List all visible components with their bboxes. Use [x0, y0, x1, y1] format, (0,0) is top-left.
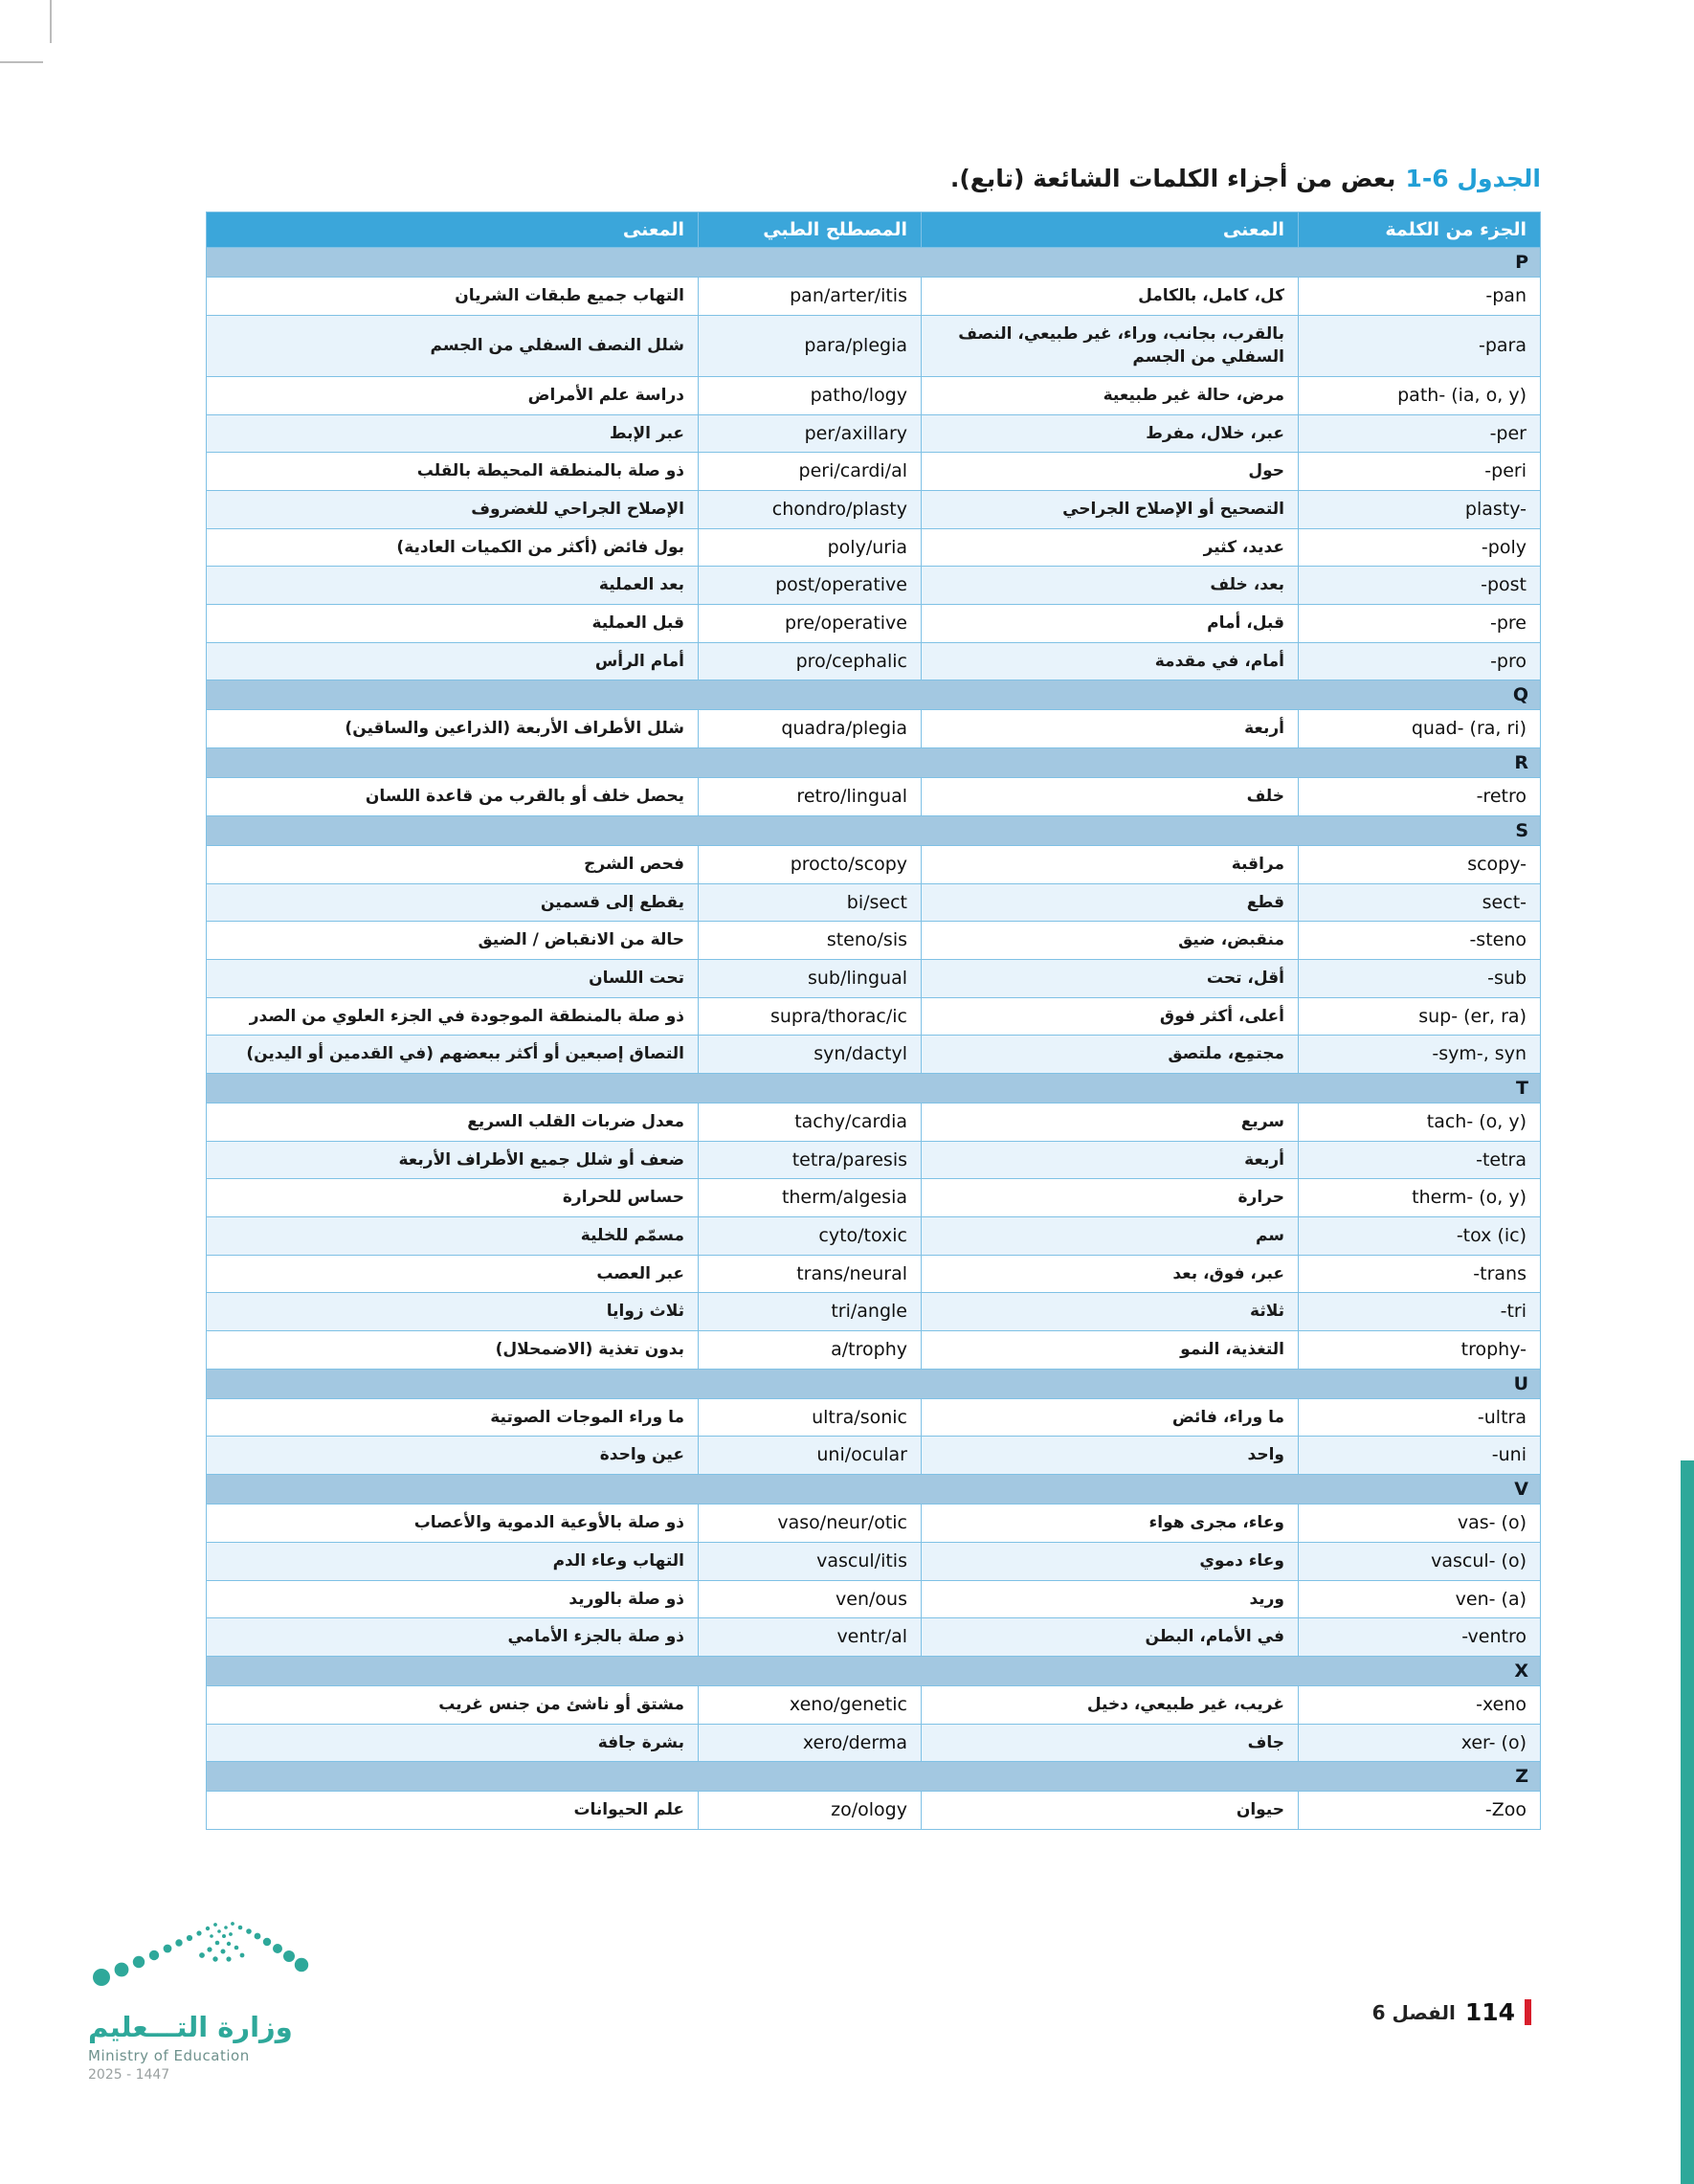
- cell-term-meaning: الإصلاح الجراحي للغضروف: [207, 491, 699, 529]
- cell-part-meaning: غريب، غير طبيعي، دخيل: [922, 1685, 1299, 1724]
- table-row: [207, 1685, 1541, 1724]
- cell-part-meaning: قطع: [922, 883, 1299, 922]
- section-letter: T: [207, 1073, 1541, 1103]
- cell-part-meaning: وريد: [922, 1580, 1299, 1618]
- table-row: [207, 528, 1541, 567]
- table-title-text: بعض من أجزاء الكلمات الشائعة (تابع).: [949, 165, 1396, 192]
- cell-part-meaning: جاف: [922, 1724, 1299, 1762]
- cell-part: -pre: [1299, 605, 1541, 643]
- cell-term-meaning: حساس للحرارة: [207, 1179, 699, 1217]
- table-row: [207, 376, 1541, 414]
- table-row: [207, 997, 1541, 1036]
- cell-part-meaning: واحد: [922, 1437, 1299, 1475]
- table-row: [207, 1504, 1541, 1543]
- cell-term: tri/angle: [699, 1293, 922, 1331]
- column-header: المعنى: [207, 212, 699, 248]
- ministry-logo-dots-icon: [88, 1905, 318, 2005]
- cell-part: sup- (er, ra): [1299, 997, 1541, 1036]
- cell-term: pre/operative: [699, 605, 922, 643]
- table-body: [207, 248, 1541, 1830]
- cell-term-meaning: يحصل خلف أو بالقرب من قاعدة اللسان: [207, 778, 699, 816]
- table-row: [207, 959, 1541, 997]
- cell-part: -uni: [1299, 1437, 1541, 1475]
- cell-term-meaning: يقطع إلى قسمين: [207, 883, 699, 922]
- table-row: [207, 1103, 1541, 1141]
- table-row: [207, 1542, 1541, 1580]
- table-row: [207, 1255, 1541, 1293]
- table-row: [207, 1724, 1541, 1762]
- page-number: 114: [1464, 1998, 1515, 2026]
- cell-part-meaning: منقبض، ضيق: [922, 922, 1299, 960]
- cell-part: sect-: [1299, 883, 1541, 922]
- cell-part: scopy-: [1299, 845, 1541, 883]
- cell-term-meaning: ذو صلة بالأوعية الدموية والأعصاب: [207, 1504, 699, 1543]
- cell-part-meaning: حيوان: [922, 1792, 1299, 1830]
- cell-part: -xeno: [1299, 1685, 1541, 1724]
- cell-term: chondro/plasty: [699, 491, 922, 529]
- cell-part-meaning: في الأمام، البطن: [922, 1618, 1299, 1657]
- cell-term-meaning: أمام الرأس: [207, 642, 699, 680]
- footer-red-bar-icon: [1525, 1999, 1531, 2025]
- table-row: [207, 1179, 1541, 1217]
- cell-term-meaning: التهاب وعاء الدم: [207, 1542, 699, 1580]
- cell-term-meaning: ذو صلة بالوريد: [207, 1580, 699, 1618]
- cell-part: -retro: [1299, 778, 1541, 816]
- cell-part-meaning: مراقبة: [922, 845, 1299, 883]
- cell-term: post/operative: [699, 567, 922, 605]
- cell-part: -ventro: [1299, 1618, 1541, 1657]
- table-row: [207, 1141, 1541, 1179]
- table-row: [207, 605, 1541, 643]
- section-letter: Z: [207, 1762, 1541, 1792]
- cell-term: ultra/sonic: [699, 1398, 922, 1437]
- cell-term-meaning: تحت اللسان: [207, 959, 699, 997]
- table-section: [207, 165, 1541, 1830]
- cell-part: -sym-, syn: [1299, 1036, 1541, 1074]
- cell-term: para/plegia: [699, 315, 922, 376]
- cell-part: vas- (o): [1299, 1504, 1541, 1543]
- section-row-R: [207, 748, 1541, 778]
- cell-part-meaning: أربعة: [922, 710, 1299, 748]
- table-row: [207, 710, 1541, 748]
- cell-term: trans/neural: [699, 1255, 922, 1293]
- cell-term-meaning: ما وراء الموجات الصوتية: [207, 1398, 699, 1437]
- cell-term: poly/uria: [699, 528, 922, 567]
- cell-part: -steno: [1299, 922, 1541, 960]
- table-row: [207, 567, 1541, 605]
- cell-term-meaning: دراسة علم الأمراض: [207, 376, 699, 414]
- section-letter: X: [207, 1656, 1541, 1685]
- cell-term-meaning: معدل ضربات القلب السريع: [207, 1103, 699, 1141]
- cell-part-meaning: وعاء، مجرى هواء: [922, 1504, 1299, 1543]
- cell-term-meaning: مشتق أو ناشئ من جنس غريب: [207, 1685, 699, 1724]
- cell-part: trophy-: [1299, 1331, 1541, 1370]
- cell-part-meaning: مجتمِع، ملتصق: [922, 1036, 1299, 1074]
- cell-term-meaning: بدون تغذية (الاضمحلال): [207, 1331, 699, 1370]
- page-footer: [1372, 1998, 1531, 2026]
- ministry-logo-years: 2025 - 1447: [88, 2067, 170, 2083]
- column-header: المصطلح الطبي: [699, 212, 922, 248]
- table-row: [207, 1293, 1541, 1331]
- cell-part-meaning: وعاء دموي: [922, 1542, 1299, 1580]
- cell-part-meaning: عبر، خلال، مفرط: [922, 414, 1299, 453]
- cell-part-meaning: عبر، فوق، بعد: [922, 1255, 1299, 1293]
- cell-part: -post: [1299, 567, 1541, 605]
- cell-term-meaning: فحص الشرج: [207, 845, 699, 883]
- table-row: [207, 1331, 1541, 1370]
- cell-term-meaning: عبر العصب: [207, 1255, 699, 1293]
- cell-term-meaning: عين واحدة: [207, 1437, 699, 1475]
- cell-part-meaning: ما وراء، فائض: [922, 1398, 1299, 1437]
- section-row-Z: [207, 1762, 1541, 1792]
- cell-term-meaning: بول فائض (أكثر من الكميات العادية): [207, 528, 699, 567]
- cell-term-meaning: التهاب جميع طبقات الشريان: [207, 278, 699, 316]
- cell-term: uni/ocular: [699, 1437, 922, 1475]
- cell-term-meaning: التصاق إصبعين أو أكثر ببعضهم (في القدمين أو اليدين): [207, 1036, 699, 1074]
- cell-part: -poly: [1299, 528, 1541, 567]
- cell-term-meaning: قبل العملية: [207, 605, 699, 643]
- section-row-T: [207, 1073, 1541, 1103]
- cell-part-meaning: بعد، خلف: [922, 567, 1299, 605]
- section-letter: S: [207, 815, 1541, 845]
- cell-part: ven- (a): [1299, 1580, 1541, 1618]
- table-row: [207, 778, 1541, 816]
- cell-part-meaning: عديد، كثير: [922, 528, 1299, 567]
- cell-part-meaning: حول: [922, 453, 1299, 491]
- cell-part-meaning: التغذية، النمو: [922, 1331, 1299, 1370]
- section-letter: Q: [207, 680, 1541, 710]
- cell-term: quadra/plegia: [699, 710, 922, 748]
- cell-part-meaning: سم: [922, 1217, 1299, 1256]
- cell-part: -tox (ic): [1299, 1217, 1541, 1256]
- table-row: [207, 1036, 1541, 1074]
- cell-term: tetra/paresis: [699, 1141, 922, 1179]
- cell-part: -ultra: [1299, 1398, 1541, 1437]
- ministry-logo-english: Ministry of Education: [88, 2047, 250, 2064]
- cell-term: vascul/itis: [699, 1542, 922, 1580]
- column-header: المعنى: [922, 212, 1299, 248]
- cell-term: supra/thorac/ic: [699, 997, 922, 1036]
- section-row-X: [207, 1656, 1541, 1685]
- cell-term: procto/scopy: [699, 845, 922, 883]
- table-number-label: الجدول 6-1: [1405, 165, 1541, 192]
- cell-part-meaning: سريع: [922, 1103, 1299, 1141]
- cell-part: -para: [1299, 315, 1541, 376]
- cell-term: a/trophy: [699, 1331, 922, 1370]
- cell-term: cyto/toxic: [699, 1217, 922, 1256]
- table-head-row: [207, 212, 1541, 248]
- section-row-V: [207, 1475, 1541, 1504]
- table-row: [207, 922, 1541, 960]
- cell-part: tach- (o, y): [1299, 1103, 1541, 1141]
- cell-part-meaning: مرض، حالة غير طبيعية: [922, 376, 1299, 414]
- section-letter: P: [207, 248, 1541, 278]
- cell-part: -peri: [1299, 453, 1541, 491]
- cell-part: quad- (ra, ri): [1299, 710, 1541, 748]
- ministry-of-education-logo: [88, 1905, 327, 2083]
- cell-term-meaning: بعد العملية: [207, 567, 699, 605]
- cell-part: -trans: [1299, 1255, 1541, 1293]
- section-row-U: [207, 1369, 1541, 1398]
- cell-term-meaning: ثلاث زوايا: [207, 1293, 699, 1331]
- section-row-P: [207, 248, 1541, 278]
- cell-part-meaning: خلف: [922, 778, 1299, 816]
- cell-term: syn/dactyl: [699, 1036, 922, 1074]
- cell-term-meaning: عبر الإبط: [207, 414, 699, 453]
- table-row: [207, 1618, 1541, 1657]
- crop-mark-horizontal: [0, 61, 43, 63]
- cell-term: patho/logy: [699, 376, 922, 414]
- table-row: [207, 845, 1541, 883]
- cell-term: xeno/genetic: [699, 1685, 922, 1724]
- cell-part: -tetra: [1299, 1141, 1541, 1179]
- ministry-logo-wordmark: وزارة التـــعليم: [88, 2011, 293, 2043]
- cell-term: xero/derma: [699, 1724, 922, 1762]
- crop-mark-vertical: [50, 0, 52, 43]
- cell-term: per/axillary: [699, 414, 922, 453]
- cell-term-meaning: ذو صلة بالمنطقة الموجودة في الجزء العلوي من الصدر: [207, 997, 699, 1036]
- cell-part-meaning: كل، كامل، بالكامل: [922, 278, 1299, 316]
- cell-part-meaning: أعلى، أكثر فوق: [922, 997, 1299, 1036]
- cell-part: -tri: [1299, 1293, 1541, 1331]
- cell-part: -pan: [1299, 278, 1541, 316]
- cell-term: sub/lingual: [699, 959, 922, 997]
- cell-term-meaning: مسمّم للخلية: [207, 1217, 699, 1256]
- cell-term: pan/arter/itis: [699, 278, 922, 316]
- cell-part: -sub: [1299, 959, 1541, 997]
- cell-part: vascul- (o): [1299, 1542, 1541, 1580]
- cell-part: therm- (o, y): [1299, 1179, 1541, 1217]
- cell-term: ven/ous: [699, 1580, 922, 1618]
- table-row: [207, 1580, 1541, 1618]
- cell-term: pro/cephalic: [699, 642, 922, 680]
- cell-term: therm/algesia: [699, 1179, 922, 1217]
- section-letter: U: [207, 1369, 1541, 1398]
- cell-part: path- (ia, o, y): [1299, 376, 1541, 414]
- table-row: [207, 278, 1541, 316]
- cell-part: xer- (o): [1299, 1724, 1541, 1762]
- cell-part-meaning: بالقرب، بجانب، وراء، غير طبيعي، النصف السفلي من الجسم: [922, 315, 1299, 376]
- cell-term: peri/cardi/al: [699, 453, 922, 491]
- cell-term-meaning: شلل النصف السفلي من الجسم: [207, 315, 699, 376]
- cell-term: ventr/al: [699, 1618, 922, 1657]
- page-edge-accent-bar: [1681, 1460, 1694, 2184]
- column-header: الجزء من الكلمة: [1299, 212, 1541, 248]
- cell-term-meaning: ذو صلة بالمنطقة المحيطة بالقلب: [207, 453, 699, 491]
- section-row-Q: [207, 680, 1541, 710]
- cell-term-meaning: ذو صلة بالجزء الأمامي: [207, 1618, 699, 1657]
- table-row: [207, 1217, 1541, 1256]
- cell-term: retro/lingual: [699, 778, 922, 816]
- cell-part-meaning: حرارة: [922, 1179, 1299, 1217]
- table-row: [207, 883, 1541, 922]
- table-row: [207, 1792, 1541, 1830]
- table-row: [207, 414, 1541, 453]
- table-row: [207, 1437, 1541, 1475]
- table-row: [207, 642, 1541, 680]
- cell-part: -pro: [1299, 642, 1541, 680]
- word-parts-table: [206, 212, 1541, 1830]
- cell-part: -per: [1299, 414, 1541, 453]
- cell-part: -Zoo: [1299, 1792, 1541, 1830]
- table-row: [207, 1398, 1541, 1437]
- cell-term-meaning: حالة من الانقباض / الضيق: [207, 922, 699, 960]
- cell-part-meaning: التصحيح أو الإصلاح الجراحي: [922, 491, 1299, 529]
- cell-term: zo/ology: [699, 1792, 922, 1830]
- section-row-S: [207, 815, 1541, 845]
- table-row: [207, 315, 1541, 376]
- cell-term-meaning: ضعف أو شلل جميع الأطراف الأربعة: [207, 1141, 699, 1179]
- table-row: [207, 491, 1541, 529]
- cell-term-meaning: شلل الأطراف الأربعة (الذراعين والساقين): [207, 710, 699, 748]
- cell-part: plasty-: [1299, 491, 1541, 529]
- section-letter: R: [207, 748, 1541, 778]
- cell-part-meaning: أربعة: [922, 1141, 1299, 1179]
- cell-part-meaning: أقل، تحت: [922, 959, 1299, 997]
- table-title: [207, 165, 1541, 192]
- cell-term: steno/sis: [699, 922, 922, 960]
- cell-part-meaning: أمام، في مقدمة: [922, 642, 1299, 680]
- cell-term: bi/sect: [699, 883, 922, 922]
- cell-term: vaso/neur/otic: [699, 1504, 922, 1543]
- section-letter: V: [207, 1475, 1541, 1504]
- cell-term-meaning: علم الحيوانات: [207, 1792, 699, 1830]
- table-row: [207, 453, 1541, 491]
- cell-part-meaning: ثلاثة: [922, 1293, 1299, 1331]
- cell-term-meaning: بشرة جافة: [207, 1724, 699, 1762]
- chapter-label: الفصل 6: [1371, 2000, 1456, 2024]
- cell-part-meaning: قبل، أمام: [922, 605, 1299, 643]
- cell-term: tachy/cardia: [699, 1103, 922, 1141]
